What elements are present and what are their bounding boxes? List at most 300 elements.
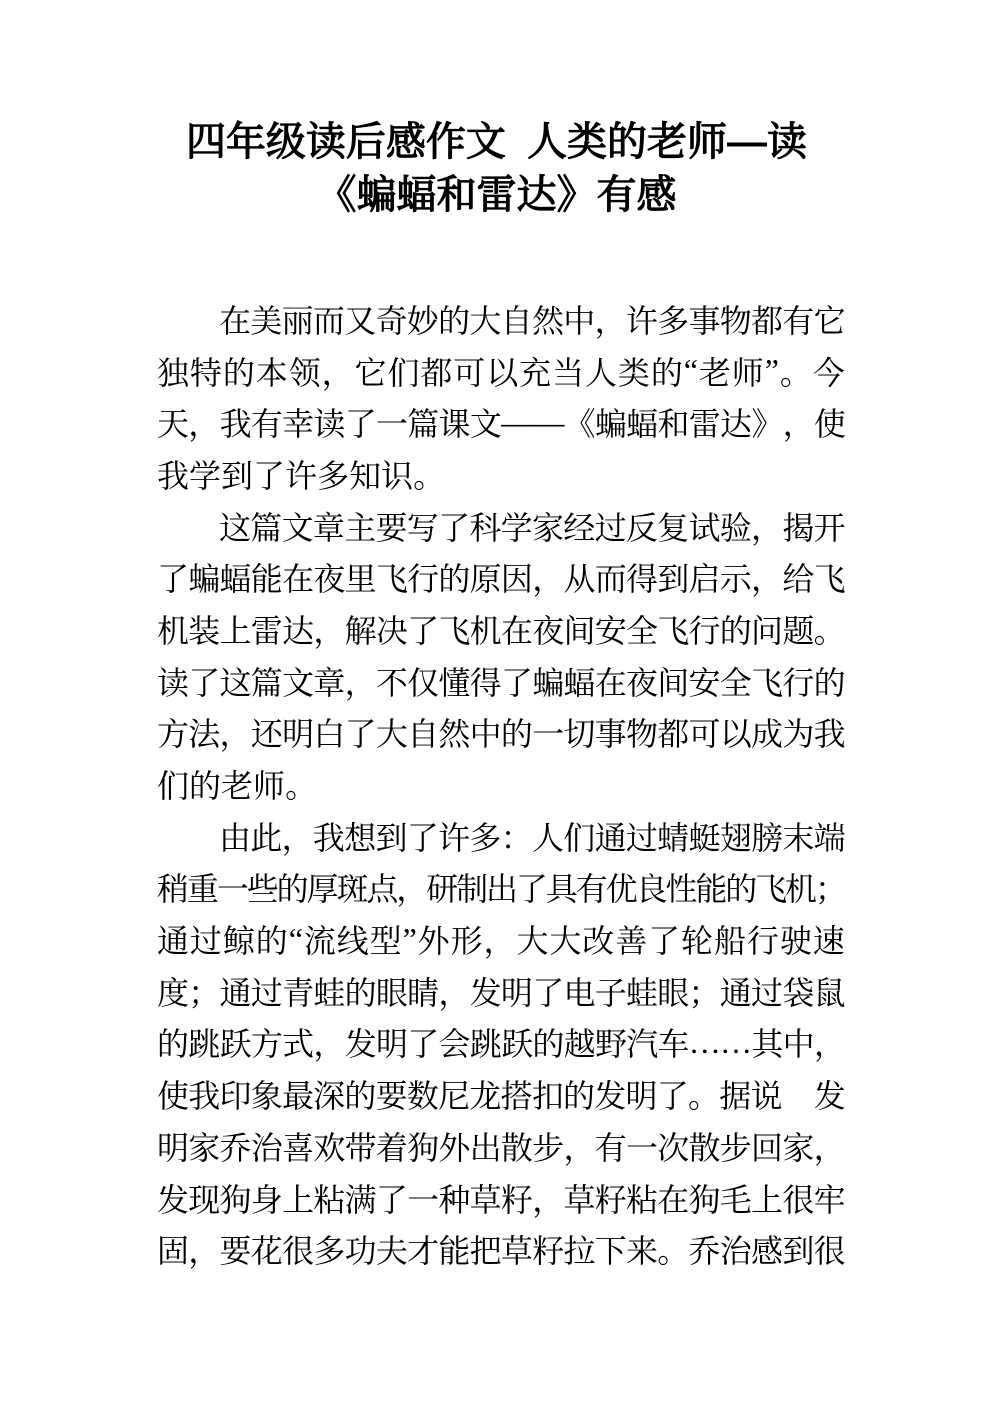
char: 在: [657, 1181, 690, 1218]
char: …: [720, 1023, 753, 1060]
char: ，: [188, 1233, 221, 1270]
char: 雷: [688, 406, 721, 443]
char: 人: [584, 354, 617, 391]
char: 拉: [563, 1233, 596, 1270]
essay-title-line-2: 《蝙蝠和雷达》有感: [316, 173, 677, 217]
char: 我: [219, 406, 252, 443]
char: 学: [189, 457, 222, 494]
char: 得: [469, 664, 502, 701]
char: 汽: [626, 1026, 659, 1063]
char: 开: [813, 509, 846, 546]
char: 人: [531, 819, 564, 856]
char: 写: [406, 509, 439, 546]
char: 。: [413, 457, 446, 494]
char: 事: [688, 302, 721, 339]
char: 把: [469, 1233, 502, 1270]
char: 多: [657, 302, 690, 339]
char: 课: [438, 406, 471, 443]
char: 到: [375, 819, 408, 856]
char: ，: [751, 561, 784, 598]
char: 们: [157, 768, 190, 805]
char: 的: [189, 768, 222, 805]
char: 散: [500, 1129, 533, 1166]
char: ”: [402, 920, 417, 957]
char: 类: [617, 354, 650, 391]
char: 蛙: [313, 974, 346, 1011]
char: 当: [552, 354, 585, 391]
char: 又: [344, 302, 377, 339]
char: 通: [594, 819, 627, 856]
char: 文: [281, 509, 314, 546]
char: 发: [469, 974, 502, 1011]
char: 给: [782, 561, 815, 598]
text-line: [157, 707, 845, 759]
char: 有: [782, 302, 815, 339]
char: 身: [250, 1181, 283, 1218]
char: 然: [531, 302, 564, 339]
char: 法: [188, 716, 221, 753]
char: 幸: [282, 406, 315, 443]
char: 喜: [282, 1129, 315, 1166]
char: 中: [782, 1026, 815, 1063]
char: 能: [250, 561, 283, 598]
char: 些: [246, 871, 279, 908]
char: 袋: [782, 974, 815, 1011]
char: 我: [188, 1078, 221, 1115]
char: 蝠: [626, 406, 659, 443]
char: 物: [719, 302, 752, 339]
char: 上: [751, 1181, 784, 1218]
char: 间: [657, 664, 690, 701]
char: 发: [813, 1078, 846, 1115]
char: 驶: [779, 923, 812, 960]
char: 多: [469, 819, 502, 856]
char: 不: [375, 664, 408, 701]
char: 过: [594, 509, 627, 546]
char: 机: [157, 612, 190, 649]
char: 夜: [313, 561, 346, 598]
char: 蝠: [219, 561, 252, 598]
char: 大: [375, 716, 408, 753]
essay-body: [157, 293, 845, 1275]
char: 。: [285, 768, 318, 805]
char: 独: [157, 354, 190, 391]
char: 通: [719, 974, 752, 1011]
text-line: [157, 500, 845, 552]
text-line: [157, 1172, 845, 1224]
char: ，: [344, 664, 377, 701]
char: 行: [782, 664, 815, 701]
char: 野: [594, 1026, 627, 1063]
char: 的: [157, 1026, 190, 1063]
char: 它: [354, 354, 387, 391]
char: 带: [344, 1129, 377, 1166]
char: 跃: [501, 1026, 534, 1063]
char: 制: [456, 871, 489, 908]
char: 了: [648, 923, 681, 960]
text-line: [157, 1017, 845, 1069]
char: ；: [188, 974, 221, 1011]
char: 们: [563, 819, 596, 856]
char: ，: [782, 406, 815, 443]
char: ，: [219, 716, 252, 753]
char: 才: [407, 1233, 440, 1270]
char: 我: [312, 819, 345, 856]
char: 到: [782, 1233, 815, 1270]
char: 尼: [438, 1078, 471, 1115]
char: 上: [219, 612, 252, 649]
char: 了: [515, 871, 548, 908]
char: 揭: [782, 509, 815, 546]
char: 飞: [751, 664, 784, 701]
char: 飞: [657, 612, 690, 649]
char: 狗: [219, 1181, 252, 1218]
char: …: [688, 1023, 721, 1060]
char: 了: [253, 457, 286, 494]
char: “: [288, 920, 303, 957]
char: 中: [563, 302, 596, 339]
char: 其: [751, 1026, 784, 1063]
char: 章: [312, 509, 345, 546]
char: 通: [219, 974, 252, 1011]
char: 得: [625, 561, 658, 598]
text-line: [157, 448, 845, 500]
char: 着: [375, 1129, 408, 1166]
char: 文: [282, 664, 315, 701]
char: 种: [438, 1181, 471, 1218]
char: 鼠: [813, 974, 846, 1011]
char: 启: [688, 561, 721, 598]
char: 明: [157, 1129, 190, 1166]
char: 外: [438, 1129, 471, 1166]
char: ，: [188, 406, 221, 443]
char: 车: [657, 1026, 690, 1063]
char: 这: [219, 509, 252, 546]
char: 方: [250, 1026, 283, 1063]
char: 它: [813, 302, 846, 339]
char: 了: [438, 509, 471, 546]
char: 许: [285, 457, 318, 494]
char: 会: [438, 1026, 471, 1063]
char: 发: [157, 1181, 190, 1218]
char: 翅: [719, 819, 752, 856]
char: 以: [719, 716, 752, 753]
char: 篇: [250, 509, 283, 546]
char: 验: [719, 509, 752, 546]
char: 家: [782, 1129, 815, 1166]
char: 能: [695, 871, 728, 908]
char: ；: [688, 974, 721, 1011]
char: ，: [438, 974, 471, 1011]
char: 现: [188, 1181, 221, 1218]
char: 老: [221, 768, 254, 805]
char: 而: [594, 561, 627, 598]
char: 来: [625, 1233, 658, 1270]
char: 切: [563, 716, 596, 753]
char: 和: [657, 406, 690, 443]
char: 中: [469, 716, 502, 753]
char: 安: [594, 612, 627, 649]
char: ，: [532, 1181, 565, 1218]
char: 篇: [407, 406, 440, 443]
char: 粘: [313, 1181, 346, 1218]
char: 丽: [281, 302, 314, 339]
char: 飞: [438, 612, 471, 649]
char: 》: [751, 406, 784, 443]
char: 天: [157, 406, 190, 443]
text-line: [157, 655, 845, 707]
char: 。: [687, 1078, 720, 1115]
char: 点: [366, 871, 399, 908]
char: 斑: [336, 871, 369, 908]
char: 了: [344, 716, 377, 753]
char: 的: [438, 561, 471, 598]
char: 复: [657, 509, 690, 546]
char: “: [683, 352, 698, 389]
char: 因: [500, 561, 533, 598]
char: 都: [420, 354, 453, 391]
char: 机: [785, 871, 818, 908]
text-line: [157, 345, 845, 397]
char: 仅: [407, 664, 440, 701]
char: 文: [469, 406, 502, 443]
char: 读: [313, 406, 346, 443]
char: 多: [313, 1233, 346, 1270]
char: 在: [219, 302, 252, 339]
char: 许: [625, 302, 658, 339]
char: 从: [563, 561, 596, 598]
char: 可: [688, 716, 721, 753]
char: 行: [688, 612, 721, 649]
text-line: [157, 862, 845, 914]
char: 的: [563, 1078, 596, 1115]
text-line: [157, 965, 845, 1017]
char: 蛙: [625, 974, 658, 1011]
char: 有: [250, 406, 283, 443]
char: 明: [625, 1078, 658, 1115]
essay-title-line-1: 四年级读后感作文 人类的老师—读: [185, 120, 808, 164]
char: 家: [188, 1129, 221, 1166]
text-line: [157, 551, 845, 603]
char: 数: [406, 1078, 439, 1115]
char: 解: [344, 612, 377, 649]
char: 反: [625, 509, 658, 546]
char: ，: [813, 1129, 846, 1166]
char: 想: [344, 819, 377, 856]
essay-title: [0, 0, 993, 222]
char: 深: [313, 1078, 346, 1115]
text-line: [157, 1223, 845, 1275]
char: 狗: [407, 1129, 440, 1166]
char: 充: [519, 354, 552, 391]
char: 要: [375, 509, 408, 546]
char: 度: [157, 974, 190, 1011]
char: 了: [344, 406, 377, 443]
char: 据: [719, 1078, 752, 1115]
char: 了: [407, 1026, 440, 1063]
text-line: [157, 396, 845, 448]
char: 乔: [219, 1129, 252, 1166]
char: 机: [469, 612, 502, 649]
char: 试: [688, 509, 721, 546]
char: 发: [594, 1078, 627, 1115]
char: 主: [344, 509, 377, 546]
char: 出: [485, 871, 518, 908]
char: 电: [563, 974, 596, 1011]
char: 成: [751, 716, 784, 753]
char: ，: [396, 871, 429, 908]
char: 蝙: [188, 561, 221, 598]
char: 我: [157, 457, 190, 494]
char: 篇: [250, 664, 283, 701]
char: 一: [532, 716, 565, 753]
char: 有: [594, 1129, 627, 1166]
char: 我: [813, 716, 846, 753]
char: 多: [317, 457, 350, 494]
char: 决: [375, 612, 408, 649]
char: 领: [288, 354, 321, 391]
char: 章: [313, 664, 346, 701]
char: 全: [625, 612, 658, 649]
char: 过: [625, 819, 658, 856]
char: 在: [282, 561, 315, 598]
char: 使: [813, 406, 846, 443]
char: 懂: [438, 664, 471, 701]
char: 牢: [813, 1181, 846, 1218]
char: 式: [282, 1026, 315, 1063]
char: 白: [313, 716, 346, 753]
char: 发: [344, 1026, 377, 1063]
char: 而: [312, 302, 345, 339]
char: 飞: [813, 561, 846, 598]
char: 草: [469, 1181, 502, 1218]
char: 轮: [681, 923, 714, 960]
char: 外: [417, 923, 450, 960]
char: 特: [189, 354, 222, 391]
char: 示: [719, 561, 752, 598]
char: 满: [344, 1181, 377, 1218]
char: ，: [563, 1129, 596, 1166]
char: 明: [500, 974, 533, 1011]
char: 夫: [375, 1233, 408, 1270]
char: 明: [375, 1026, 408, 1063]
char: 的: [532, 1026, 565, 1063]
char: 蝠: [563, 664, 596, 701]
char: 乔: [688, 1233, 721, 1270]
char: 毛: [719, 1181, 752, 1218]
char: 流: [303, 923, 336, 960]
char: ，: [313, 1026, 346, 1063]
char: 以: [486, 354, 519, 391]
text-line: [157, 603, 845, 655]
char: 了: [407, 612, 440, 649]
char: 步: [532, 1129, 565, 1166]
char: 飞: [755, 871, 788, 908]
char: 们: [387, 354, 420, 391]
char: 跳: [188, 1026, 221, 1063]
char: 跳: [469, 1026, 502, 1063]
char: 许: [438, 819, 471, 856]
char: 优: [605, 871, 638, 908]
char: 子: [594, 974, 627, 1011]
char: 原: [469, 561, 502, 598]
char: 功: [344, 1233, 377, 1270]
char: 狗: [688, 1181, 721, 1218]
char: 一: [625, 1129, 658, 1166]
char: 要: [375, 1078, 408, 1115]
char: 还: [250, 716, 283, 753]
char: 有: [575, 871, 608, 908]
char: 一: [216, 871, 249, 908]
char: 了: [188, 664, 221, 701]
text-line: [157, 810, 845, 862]
char: 了: [532, 974, 565, 1011]
char: 过: [250, 974, 283, 1011]
char: ：: [500, 819, 533, 856]
char: 在: [500, 612, 533, 649]
char: 籽: [594, 1181, 627, 1218]
char: 此: [250, 819, 283, 856]
char: 读: [157, 664, 190, 701]
char: 的: [438, 302, 471, 339]
char: 速: [812, 923, 845, 960]
char: 今: [812, 354, 845, 391]
char: 治: [719, 1233, 752, 1270]
char: 通: [157, 923, 190, 960]
char: 奇: [375, 302, 408, 339]
text-line: [157, 1068, 845, 1120]
char: 的: [719, 612, 752, 649]
char: 一: [375, 406, 408, 443]
char: ，: [813, 1026, 846, 1063]
char: ，: [313, 612, 346, 649]
char: 下: [594, 1233, 627, 1270]
char: 。: [657, 1233, 690, 1270]
char: 籽: [500, 1181, 533, 1218]
char: 鲸: [222, 923, 255, 960]
char: 知: [349, 457, 382, 494]
char: 家: [531, 509, 564, 546]
char: 了: [406, 819, 439, 856]
char: 达: [282, 612, 315, 649]
char: 步: [719, 1129, 752, 1166]
char: 散: [688, 1129, 721, 1166]
char: 装: [188, 612, 221, 649]
char: 欢: [313, 1129, 346, 1166]
char: 型: [369, 923, 402, 960]
char: 出: [469, 1129, 502, 1166]
char: 的: [344, 1078, 377, 1115]
char: 可: [453, 354, 486, 391]
char: 全: [719, 664, 752, 701]
char: 越: [563, 1026, 596, 1063]
char: 方: [157, 716, 190, 753]
char: ；: [814, 871, 847, 908]
char: 雷: [250, 612, 283, 649]
char: 印: [219, 1078, 252, 1115]
char: 大: [469, 302, 502, 339]
char: 行: [407, 561, 440, 598]
char: 很: [813, 1233, 846, 1270]
char: 固: [157, 1233, 190, 1270]
char: ，: [483, 923, 516, 960]
char: ，: [594, 302, 627, 339]
char: 了: [656, 1078, 689, 1115]
char: 这: [219, 664, 252, 701]
char: 末: [782, 819, 815, 856]
char: 搭: [500, 1078, 533, 1115]
char: 行: [746, 923, 779, 960]
